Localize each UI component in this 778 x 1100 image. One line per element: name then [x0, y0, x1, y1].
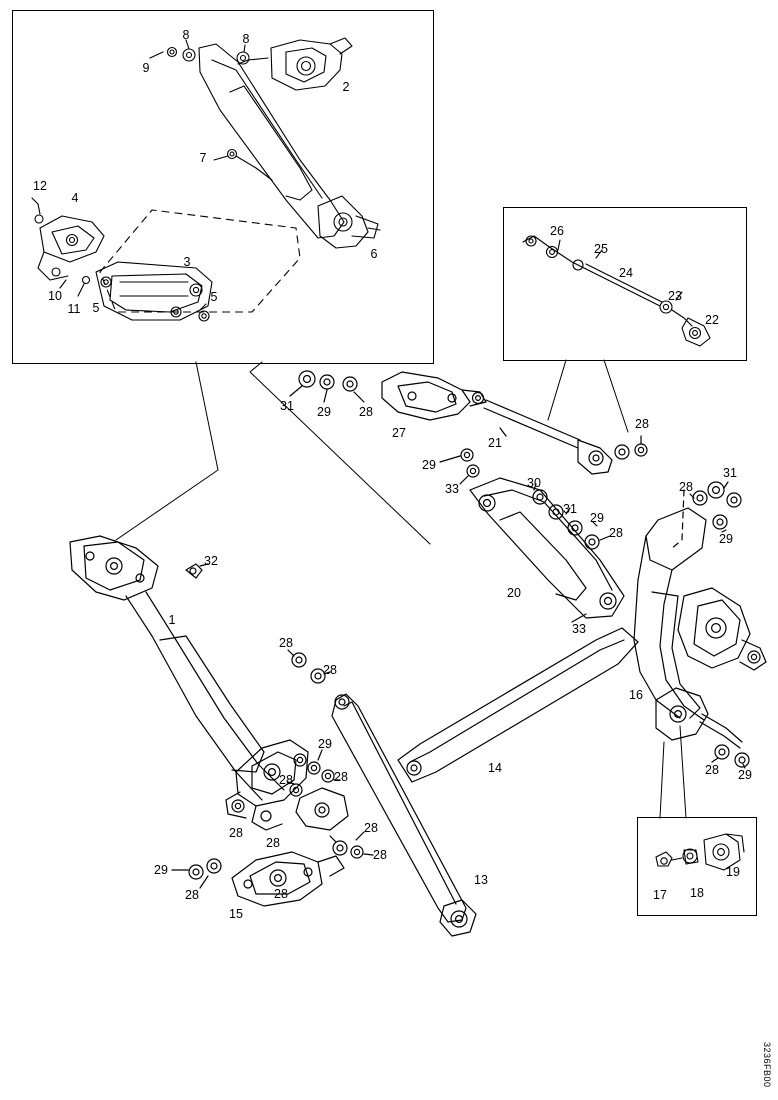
callout-number: 28	[229, 825, 243, 840]
callout-number: 3	[183, 254, 191, 269]
sheet-code: 3236FB00	[762, 1042, 772, 1088]
callout-number: 13	[474, 872, 488, 887]
callout-number: 5	[92, 300, 100, 315]
callout-number: 15	[229, 906, 243, 921]
callout-number: 33	[572, 621, 586, 636]
callout-number: 17	[653, 887, 667, 902]
callout-number: 5	[210, 289, 218, 304]
callout-number: 6	[370, 246, 378, 261]
callout-number: 28	[705, 762, 719, 777]
callout-number: 23	[668, 288, 682, 303]
callout-number: 32	[204, 553, 218, 568]
callout-number: 28	[185, 887, 199, 902]
callout-number: 28	[274, 886, 288, 901]
callout-number: 25	[594, 241, 608, 256]
callout-number: 28	[679, 479, 693, 494]
callout-number: 8	[242, 31, 250, 46]
callout-number: 28	[635, 416, 649, 431]
callout-number: 29	[738, 767, 752, 782]
callout-number: 29	[154, 862, 168, 877]
callout-number: 22	[705, 312, 719, 327]
callout-number: 16	[629, 687, 643, 702]
callout-number: 1	[168, 612, 176, 627]
callout-number: 26	[550, 223, 564, 238]
callout-number: 30	[527, 475, 541, 490]
callout-number: 24	[619, 265, 633, 280]
callout-number: 8	[182, 27, 190, 42]
callout-number: 33	[445, 481, 459, 496]
callout-number: 29	[318, 736, 332, 751]
callout-number: 11	[67, 301, 81, 316]
callout-number: 29	[590, 510, 604, 525]
callout-number: 28	[359, 404, 373, 419]
callout-number: 31	[723, 465, 737, 480]
callout-number: 10	[48, 288, 62, 303]
callout-number: 27	[392, 425, 406, 440]
callout-number: 31	[280, 398, 294, 413]
callout-number: 2	[342, 79, 350, 94]
callout-number: 20	[507, 585, 521, 600]
callout-number: 7	[199, 150, 207, 165]
callout-number: 28	[266, 835, 280, 850]
callout-number: 29	[317, 404, 331, 419]
callout-number: 28	[279, 635, 293, 650]
callout-number: 28	[323, 662, 337, 677]
callout-number: 29	[422, 457, 436, 472]
callout-number: 9	[142, 60, 150, 75]
callout-number: 18	[690, 885, 704, 900]
callout-number: 28	[334, 769, 348, 784]
callout-number: 28	[609, 525, 623, 540]
callout-number: 14	[488, 760, 502, 775]
callout-number: 28	[373, 847, 387, 862]
callout-number: 28	[364, 820, 378, 835]
callout-number: 21	[488, 435, 502, 450]
callout-number: 12	[33, 178, 47, 193]
callout-number: 28	[279, 772, 293, 787]
callout-number: 19	[726, 864, 740, 879]
callout-number: 29	[719, 531, 733, 546]
callout-number: 31	[563, 501, 577, 516]
callout-number: 4	[71, 190, 79, 205]
